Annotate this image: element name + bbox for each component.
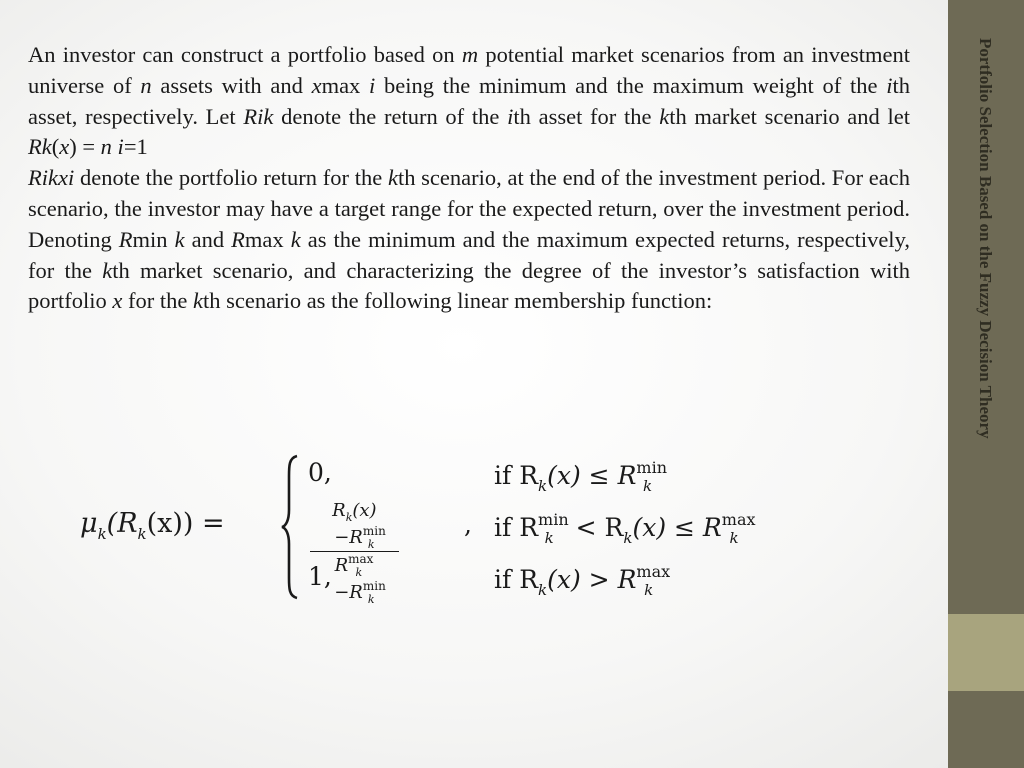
formula-text: (R	[106, 508, 138, 539]
formula-text: R	[334, 555, 349, 576]
formula-sub: k	[367, 538, 375, 551]
text-run: th asset for the	[513, 103, 660, 129]
formula-text: R	[332, 500, 346, 521]
math-var: i	[886, 72, 893, 98]
case-1-condition	[494, 458, 667, 495]
math-var: R	[231, 226, 245, 252]
formula-text: (x) ≤ R	[547, 461, 637, 490]
text-run: denote the return of the	[273, 103, 508, 129]
math-var: x	[59, 134, 70, 160]
formula-text: (x) > R	[547, 565, 637, 594]
formula-sub: k	[644, 581, 654, 599]
case-1-value: 0,	[308, 458, 332, 487]
case-3-value: 1,	[308, 562, 332, 591]
formula-text: −R	[334, 582, 363, 603]
text-run: ) =	[69, 134, 101, 160]
math-var: x	[311, 72, 322, 98]
text-run: assets with and	[151, 72, 312, 98]
membership-function-formula	[80, 452, 870, 612]
math-var: i	[507, 103, 514, 129]
fraction-numerator	[310, 500, 399, 552]
case-2-condition	[494, 510, 756, 547]
formula-text: < R	[567, 513, 624, 542]
formula-text: if R	[494, 565, 539, 594]
math-var: k	[192, 288, 203, 314]
formula-sup: max	[636, 562, 671, 581]
math-var: Rik	[243, 103, 274, 129]
math-var: k	[659, 103, 670, 129]
text-run: max	[321, 72, 370, 98]
formula-lhs	[80, 508, 225, 543]
math-var: k	[387, 165, 398, 191]
sidebar	[948, 0, 1024, 768]
text-run: An investor can construct a portfolio based on	[28, 42, 462, 67]
text-run: as the minimum and the maximum expected returns, respectively, for the	[28, 226, 910, 283]
math-var: n	[140, 72, 152, 98]
formula-sub: k	[544, 529, 554, 547]
formula-sup: max	[348, 552, 374, 566]
formula-sub: k	[538, 477, 548, 495]
formula-sub: k	[367, 593, 375, 606]
formula-sup: min	[362, 524, 386, 538]
text-run: =1	[123, 134, 148, 160]
case-2-comma: ,	[464, 510, 472, 539]
paragraph-2	[28, 163, 910, 317]
slide-title: Portfolio Selection Based on the Fuzzy Decision Theory	[976, 38, 995, 439]
text-run: th market scenario, and characterizing the degree of the investor’s satisfaction with portfolio	[28, 257, 910, 314]
formula-sup: min	[362, 579, 386, 593]
math-var: Rk	[28, 134, 52, 160]
text-run: for the	[122, 288, 193, 314]
formula-sub: k	[643, 477, 653, 495]
formula-sub: k	[97, 525, 107, 543]
paragraph-1	[28, 40, 910, 163]
formula-sub: k	[345, 511, 353, 524]
math-var: k	[174, 226, 185, 252]
text-run: max	[244, 226, 291, 252]
slide-body-text	[28, 40, 910, 317]
formula-text: (x)−R	[334, 500, 377, 548]
formula-text: (x) ≤ R	[632, 513, 722, 542]
math-var: Rikxi	[28, 165, 75, 191]
text-run: th market scenario and let	[669, 103, 910, 129]
math-var: R	[118, 226, 133, 252]
formula-sup: min	[538, 510, 569, 529]
text-run: being the minimum and the maximum weight of the	[375, 72, 887, 98]
formula-sub: k	[538, 581, 548, 599]
text-run: potential market scenarios from an investment universe of	[28, 42, 911, 98]
formula-sub: k	[729, 529, 739, 547]
left-brace-icon	[280, 452, 300, 602]
case-3-condition	[494, 562, 671, 599]
math-var: i	[369, 72, 376, 98]
formula-text: if R	[494, 461, 539, 490]
formula-sup: min	[636, 458, 667, 477]
sidebar-accent-block	[948, 614, 1024, 691]
text-run: (	[51, 134, 60, 160]
text-run: and	[184, 226, 232, 252]
formula-text: (x)) =	[146, 508, 225, 539]
text-run: denote the portfolio return for the	[74, 165, 388, 191]
formula-text: if R	[494, 513, 539, 542]
math-var: x	[112, 288, 123, 314]
text-run: th scenario as the following linear membership function:	[202, 288, 713, 314]
text-run: th asset, respectively. Let	[28, 72, 910, 129]
formula-sub: k	[137, 525, 147, 543]
math-var: k	[102, 257, 113, 283]
text-run: th scenario, at the end of the investment period. For each scenario, the investor may have a target range for the expected return, over the investment period. Denoting	[28, 165, 910, 252]
text-run: min	[132, 226, 175, 252]
math-var: k	[290, 226, 301, 252]
formula-sub: k	[355, 566, 363, 579]
math-var: m	[461, 42, 479, 67]
formula-sub: k	[623, 529, 633, 547]
formula-mu: μ	[80, 508, 98, 539]
math-var: n i	[100, 134, 124, 160]
formula-sup: max	[721, 510, 756, 529]
